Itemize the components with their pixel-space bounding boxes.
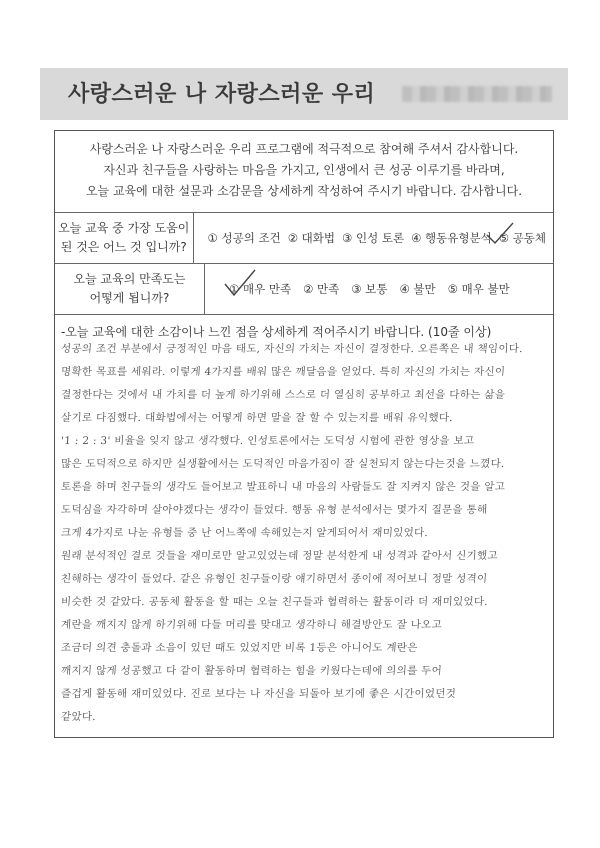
- question-1-options: [194, 213, 553, 263]
- feedback-line-8: 도덕심을 자각하며 살아야겠다는 생각이 들었다. 행동 유형 분석에서는 몇가지 질문을 통해: [60, 504, 488, 516]
- q1-option-5[interactable]: ⑤ 공동체: [498, 231, 546, 245]
- question-1-label-line-2: 된 것은 어느 것 입니까?: [60, 240, 187, 254]
- intro-line-3: 오늘 교육에 대한 설문과 소감문을 상세하게 작성하여 주시기 바랍니다. 감사합니다.: [85, 184, 523, 198]
- q1-option-2[interactable]: ② 대화법: [287, 231, 336, 245]
- q1-option-4[interactable]: ④ 행동유형분석: [411, 231, 492, 245]
- q2-option-3[interactable]: ③ 보통: [351, 282, 388, 296]
- feedback-line-15: 깨지지 않게 성공했고 다 같이 활동하며 협력하는 힘을 키웠다는데에 의의를 두어: [60, 665, 443, 677]
- intro-line-2: 자신과 친구들을 사랑하는 마음을 가지고, 인생에서 큰 성공 이루기를 바라며,: [103, 163, 505, 177]
- q1-check-mark-icon: [485, 221, 515, 247]
- question-1-label: [55, 213, 194, 263]
- feedback-line-10: 원래 분석적인 결로 것들을 재미로만 알고있었는데 정말 분석한게 내 성격과 같아서 신기했고: [60, 550, 499, 562]
- feedback-line-13: 계란을 깨지지 않게 하기위해 다들 머리를 맞대고 생각하니 해결방안도 잘 나오고: [60, 619, 443, 631]
- question-2-label: [55, 264, 205, 314]
- redacted-name: [402, 86, 552, 102]
- feedback-line-17: 같았다.: [60, 711, 97, 723]
- q1-option-1[interactable]: ① 성공의 조건: [207, 231, 281, 245]
- header-banner: [40, 68, 568, 120]
- question-2-label-line-1: 오늘 교육의 만족도는: [73, 272, 186, 286]
- feedback-line-5: '1 : 2 : 3' 비율을 잊지 않고 생각했다. 인성토론에서는 도덕성 시험에 관한 영상을 보고: [60, 435, 475, 447]
- question-1-label-line-1: 오늘 교육 중 가장 도움이: [58, 221, 190, 235]
- feedback-prompt: -오늘 교육에 대한 소감이나 느낀 점을 상세하게 적어주시기 바랍니다. (10줄 이상): [61, 325, 492, 339]
- q2-option-2[interactable]: ② 만족: [303, 282, 340, 296]
- feedback-line-6: 많은 도덕적으로 하지만 실생활에서는 도덕적인 마음가짐이 잘 실천되지 않는다는것을 느꼈다.: [60, 458, 506, 470]
- page-title: 사랑스러운 나 자랑스러운 우리: [68, 82, 376, 107]
- feedback-line-11: 친해하는 생각이 들었다. 같은 유형인 친구들이랑 얘기하면서 종이에 적어보니 정말 성격이: [60, 573, 488, 585]
- feedback-handwriting: [55, 341, 555, 731]
- q2-option-1[interactable]: ① 매우 만족: [229, 282, 292, 296]
- q2-check-mark-icon: [223, 268, 257, 298]
- intro-section: [55, 131, 553, 213]
- feedback-line-7: 토론을 하며 친구들의 생각도 들어보고 발표하니 내 마음의 사람들도 잘 지켜지 않은 것을 알고: [60, 481, 506, 493]
- feedback-line-16: 즐겁게 활동해 재미있었다. 진로 보다는 나 자신을 되돌아 보기에 좋은 시간이었던것: [60, 688, 457, 700]
- survey-form: [54, 130, 554, 738]
- intro-line-1: 사랑스러운 나 자랑스러운 우리 프로그램에 적극적으로 참여해 주셔서 감사합니다.: [89, 142, 519, 156]
- question-2-row: [55, 264, 553, 315]
- feedback-line-12: 비슷한 것 같았다. 공동체 활동을 할 때는 오늘 친구들과 협력하는 활동이라 더 재미있었다.: [60, 596, 489, 608]
- q2-option-4[interactable]: ④ 불만: [399, 282, 436, 296]
- question-1-row: [55, 213, 553, 264]
- q1-option-3[interactable]: ③ 인성 토론: [342, 231, 405, 245]
- feedback-line-4: 살기로 다짐했다. 대화법에서는 어떻게 하면 말을 잘 할 수 있는지를 배워 유익했다.: [60, 412, 454, 424]
- question-2-label-line-2: 어떻게 됩니까?: [89, 291, 170, 305]
- question-2-options: [205, 264, 553, 314]
- feedback-line-1: 성공의 조건 부분에서 긍정적인 마음 태도, 자신의 가치는 자신이 결정한다. 오른쪽은 내 책임이다.: [60, 343, 524, 355]
- feedback-line-14: 조금더 의견 충돌과 소음이 있던 때도 있었지만 비록 1등은 아니어도 계란은: [60, 642, 419, 654]
- feedback-line-3: 결정한다는 것에서 내 가치를 더 높게 하기위해 스스로 더 열심히 공부하고 최선을 다하는 삶을: [60, 389, 506, 401]
- feedback-line-9: 크게 4가지로 나눈 유형들 중 난 어느쪽에 속해있는지 알게되어서 재미있었다.: [60, 527, 429, 539]
- q2-option-5[interactable]: ⑤ 매우 불만: [447, 282, 510, 296]
- feedback-line-2: 명확한 목표를 세워라. 이렇게 4가지를 배워 많은 깨달음을 얻었다. 특히 자신의 가치는 자신이: [60, 366, 506, 378]
